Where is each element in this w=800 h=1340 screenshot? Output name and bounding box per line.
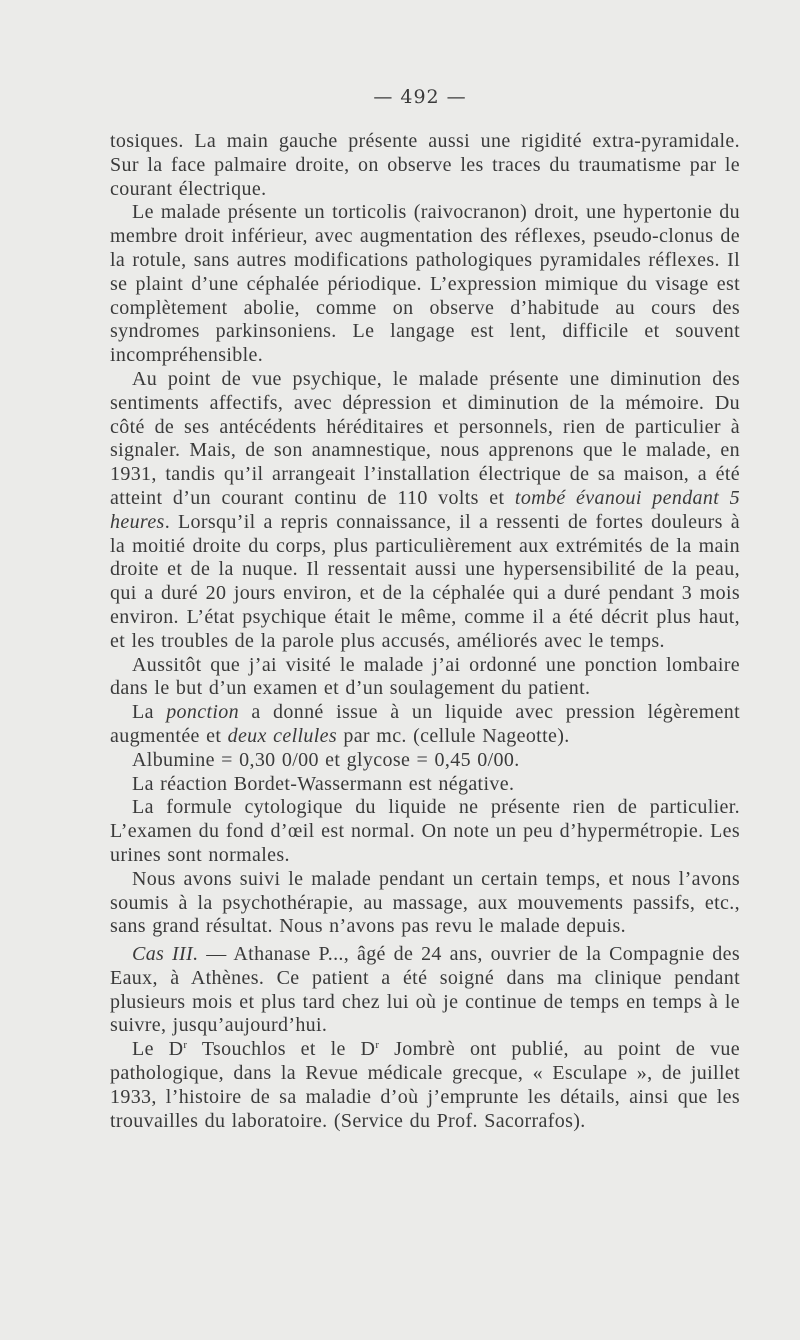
paragraph-text: Aussitôt que j’ai visité le malade j’ai ordonné une ponction lombaire dans le but d’un examen et d’un soulagement du patient. — [110, 653, 740, 700]
paragraph-text: Le D — [132, 1038, 184, 1061]
paragraph — [110, 201, 740, 368]
paragraph — [110, 749, 740, 773]
paragraph — [110, 796, 740, 867]
paragraph-text: La — [132, 701, 167, 724]
paragraph-text: . Lorsqu’il a repris connaissance, il a ressenti de fortes douleurs à la moitié droite du corps, plus particulièrement aux extrémités de la main droite et de la nuque. Il ressentait aussi une hypersensibilité de la peau, qui a duré 20 jours environ, et de la céphalée qui a duré pendant 3 mois environ. L’état psychique était le même, comme il a été décrit plus haut, et les troubles de la parole plus accusés, améliorés avec le temps. — [110, 510, 740, 652]
paragraph-text: La réaction Bordet-Wassermann est négative. — [132, 772, 515, 795]
italic-emphasis: ponction — [166, 701, 239, 724]
paragraph — [110, 943, 740, 1038]
paragraph — [110, 654, 740, 702]
page-number: — 492 — — [373, 86, 467, 108]
italic-emphasis: deux cellules — [227, 724, 337, 747]
paragraph-text: a donné issue à un liquide avec pression légèrement augmentée et — [110, 701, 740, 747]
paragraph-text: Le malade présente un torticolis (raivocranon) droit, une hypertonie du membre droit inférieur, avec augmentation des réflexes, pseudo-clonus de la rotule, sans autres modifications pathologiques pyramidales réflexes. Il se plaint d’une céphalée périodique. L’expression mimique du visage est complètement abolie, comme on observe d’habitude au cours des syndromes parkinsoniens. Le langage est lent, difficile et souvent incompréhensible. — [110, 201, 740, 367]
paragraph-text: Albumine = 0,30 0/00 et glycose = 0,45 0/00. — [132, 748, 520, 771]
paragraph — [110, 868, 740, 939]
case-heading: Cas III. — [132, 943, 199, 966]
paragraph-text: Au point de vue psychique, le malade présente une diminution des sentiments affectifs, avec dépression et diminution de la mémoire. Du côté de ses antécédents héréditaires et personnels, rien de particulier à signaler. Mais, de son anamnestique, nous apprenons que le malade, en 1931, tandis qu’il arrangeait l’installation électrique de sa maison, a été atteint d’un courant continu de 110 volts et — [110, 367, 740, 509]
paragraph-text: par mc. (cellule Nageotte). — [337, 724, 570, 747]
paragraph — [110, 130, 740, 201]
paragraph-text: tosiques. La main gauche présente aussi une rigidité extra-pyramidale. Sur la face palmaire droite, on observe les traces du traumatisme par le courant électrique. — [110, 130, 740, 200]
paragraph — [110, 368, 740, 654]
paragraph-text: Tsouchlos et le D — [187, 1038, 376, 1061]
paragraph-text: — Athanase P..., âgé de 24 ans, ouvrier de la Compagnie des Eaux, à Athènes. Ce patient a été soigné dans ma clinique pendant plusieurs mois et plus tard chez lui où je continue de temps en temps à le suivre, jusqu’aujourd’hui. — [110, 943, 740, 1037]
italic-emphasis: tombé évanoui pendant 5 heures — [110, 486, 741, 533]
body-text — [110, 130, 740, 1133]
paragraph-text: Nous avons suivi le malade pendant un certain temps, et nous l’avons soumis à la psychothérapie, au massage, aux mouvements passifs, etc., sans grand résultat. Nous n’avons pas revu le malade depuis. — [110, 867, 740, 938]
paragraph — [110, 1038, 740, 1133]
paragraph-text: Jombrè ont publié, au point de vue pathologique, dans la Revue médicale grecque, « Esculape », de juillet 1933, l’histoire de sa maladie d’où j’emprunte les détails, ainsi que les trouvailles du laboratoire. (Service du Prof. Sacorrafos). — [110, 1038, 741, 1132]
paragraph — [110, 773, 740, 797]
superscript: r — [183, 1039, 188, 1052]
superscript: r — [375, 1039, 380, 1052]
paragraph — [110, 701, 740, 749]
paragraph-text: La formule cytologique du liquide ne présente rien de particulier. L’examen du fond d’œil est normal. On note un peu d’hypermétropie. Les urines sont normales. — [110, 796, 740, 866]
